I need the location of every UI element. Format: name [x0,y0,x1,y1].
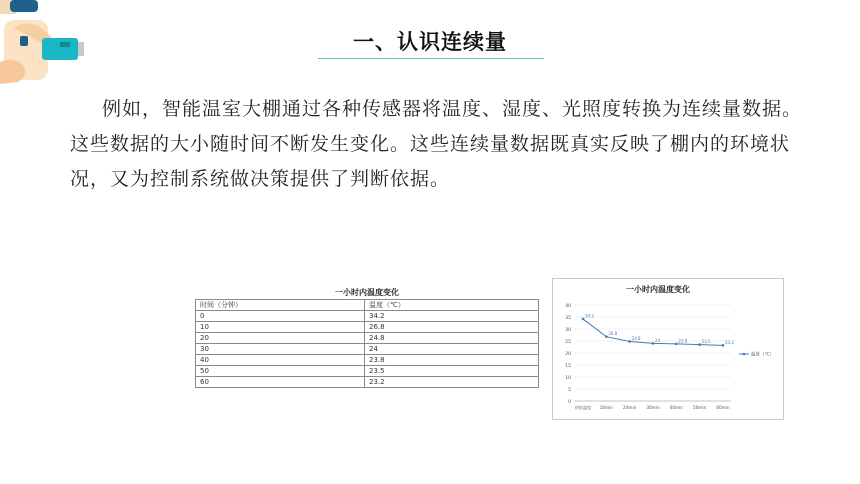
y-tick-label: 40 [565,304,571,309]
y-tick-label: 30 [565,328,571,333]
table-cell: 23.2 [365,377,539,388]
legend-label: 温度（℃） [751,352,775,358]
y-tick-label: 10 [565,376,571,381]
y-tick-label: 25 [565,340,571,345]
x-tick-label: 初始温度 [574,405,592,410]
table-cell: 0 [196,311,365,322]
data-label: 26.8 [608,331,618,337]
x-tick-label: 50min [693,405,707,410]
table-row [196,377,539,388]
y-tick-label: 35 [565,316,571,321]
table-row [196,344,539,355]
table-cell: 50 [196,366,365,377]
table-cell: 20 [196,333,365,344]
chart-svg [553,279,783,419]
data-point [675,343,678,346]
table-cell: 23.8 [365,355,539,366]
x-tick-label: 40min [669,405,683,410]
table-cell: 30 [196,344,365,355]
data-label: 23.8 [678,338,688,344]
table-row [196,355,539,366]
table-cell: 23.5 [365,366,539,377]
paragraph-text: 例如，智能温室大棚通过各种传感器将温度、湿度、光照度转换为连续量数据。这些数据的大小随时间不断发生变化。这些连续量数据既真实反映了棚内的环境状况，又为控制系统做决策提供了判断依据。 [70,98,803,190]
hand-holding-usb-icon [0,0,100,90]
legend-marker [743,353,746,356]
x-tick-label: 10min [599,405,613,410]
table-cell: 24.8 [365,333,539,344]
page-title: 一、认识连续量 [353,30,507,54]
table-row [196,333,539,344]
table-cell: 26.8 [365,322,539,333]
y-tick-label: 0 [568,400,571,405]
data-point [628,340,631,343]
x-tick-label: 30min [646,405,660,410]
table-row [196,322,539,333]
data-point [605,335,608,338]
y-tick-label: 5 [568,388,571,393]
table-row [196,366,539,377]
table-header-time: 时间（分钟） [196,300,365,311]
table-cell: 34.2 [365,311,539,322]
chart-title: 一小时内温度变化 [626,285,690,294]
table-cell: 10 [196,322,365,333]
data-point [652,342,655,345]
table-row [196,311,539,322]
data-table [195,299,539,388]
title-underline [318,58,544,59]
x-tick-label: 20min [623,405,637,410]
data-point [582,318,585,321]
data-point [722,344,725,347]
x-tick-label: 60min [716,405,730,410]
table-header-temp: 温度（℃） [365,300,539,311]
table-cell: 60 [196,377,365,388]
body-paragraph [70,92,805,197]
data-label: 23.5 [701,339,711,345]
data-label: 23.2 [725,339,734,345]
y-tick-label: 20 [565,352,571,357]
data-label: 24 [655,337,661,343]
data-point [698,343,701,346]
table-header-row [196,300,539,311]
temperature-line-chart [552,278,784,420]
data-label: 34.2 [585,313,594,319]
y-tick-label: 15 [565,364,571,369]
data-label: 24.8 [631,335,641,341]
table-cell: 40 [196,355,365,366]
table-cell: 24 [365,344,539,355]
temperature-table [195,287,539,388]
table-title: 一小时内温度变化 [335,288,399,297]
